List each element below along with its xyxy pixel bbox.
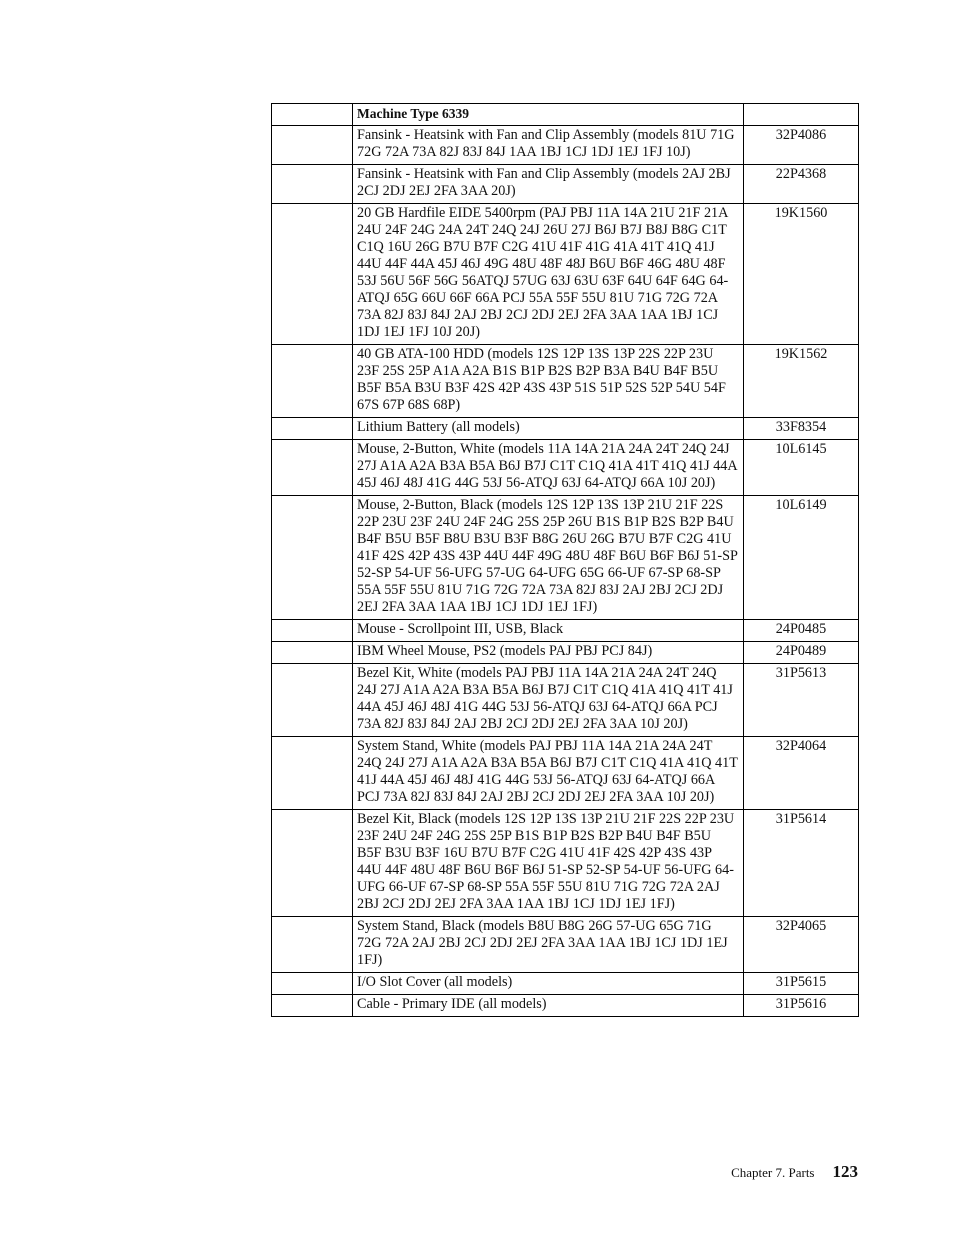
part-description: IBM Wheel Mouse, PS2 (models PAJ PBJ PCJ 84J) — [353, 642, 744, 664]
header-index-cell — [272, 104, 353, 126]
part-number: 24P0489 — [744, 642, 859, 664]
table-row — [272, 440, 859, 496]
part-description: 40 GB ATA-100 HDD (models 12S 12P 13S 13P 22S 22P 23U 23F 25S 25P A1A A2A B1S B1P B2S B2P B3A B4U B4F B5U B5F B5A B3U B3F 42S 42P 43S 43P 51S 51P 52S 52P 54U 54F 67S 67P 68S 68P) — [353, 345, 744, 418]
page-number: 123 — [832, 1162, 858, 1181]
table-row — [272, 418, 859, 440]
part-description: I/O Slot Cover (all models) — [353, 973, 744, 995]
part-number: 31P5614 — [744, 810, 859, 917]
row-index-cell — [272, 440, 353, 496]
part-description: Fansink - Heatsink with Fan and Clip Assembly (models 2AJ 2BJ 2CJ 2DJ 2EJ 2FA 3AA 20J) — [353, 165, 744, 204]
part-number: 32P4065 — [744, 917, 859, 973]
part-number: 22P4368 — [744, 165, 859, 204]
row-index-cell — [272, 995, 353, 1017]
part-description: Fansink - Heatsink with Fan and Clip Assembly (models 81U 71G 72G 72A 73A 82J 83J 84J 1AA 1BJ 1CJ 1DJ 1EJ 1FJ 10J) — [353, 126, 744, 165]
row-index-cell — [272, 496, 353, 620]
parts-table — [271, 103, 859, 1017]
row-index-cell — [272, 642, 353, 664]
part-description: System Stand, White (models PAJ PBJ 11A 14A 21A 24A 24T 24Q 24J 27J A1A A2A B3A B5A B6J B7J C1T C1Q 41A 41Q 41T 41J 44A 45J 46J 48J 41G 44G 53J 56-ATQJ 63J 64-ATQJ 66A PCJ 73A 82J 83J 84J 2AJ 2BJ 2CJ 2DJ 2EJ 2FA 3AA 10J 20J) — [353, 737, 744, 810]
row-index-cell — [272, 737, 353, 810]
table-row — [272, 345, 859, 418]
part-description: Bezel Kit, White (models PAJ PBJ 11A 14A 21A 24A 24T 24Q 24J 27J A1A A2A B3A B5A B6J B7J C1T C1Q 41A 41Q 41T 41J 44A 45J 46J 48J 41G 44G 53J 56-ATQJ 63J 64-ATQJ 66A PCJ 73A 82J 83J 84J 2AJ 2BJ 2CJ 2DJ 2EJ 2FA 3AA 10J 20J) — [353, 664, 744, 737]
part-number: 33F8354 — [744, 418, 859, 440]
part-number: 32P4064 — [744, 737, 859, 810]
part-number: 31P5615 — [744, 973, 859, 995]
table-row — [272, 917, 859, 973]
part-description: Mouse, 2-Button, White (models 11A 14A 21A 24A 24T 24Q 24J 27J A1A A2A B3A B5A B6J B7J C1T C1Q 41A 41T 41Q 41J 44A 45J 46J 48J 41G 44G 53J 56-ATQJ 63J 64-ATQJ 66A 10J 20J) — [353, 440, 744, 496]
table-row — [272, 642, 859, 664]
part-description: Lithium Battery (all models) — [353, 418, 744, 440]
table-row — [272, 620, 859, 642]
part-description: 20 GB Hardfile EIDE 5400rpm (PAJ PBJ 11A 14A 21U 21F 21A 24U 24F 24G 24A 24T 24Q 24J 26U 27J B6J B7J B8J B8G C1T C1Q 16U 26G B7U B7F C2G 41U 41F 41G 41A 41T 41Q 41J 44U 44F 44A 45J 46J 49G 48U 48F 48J B6U B6F 46G 48U 48F 53J 56U 56F 56G 56ATQJ 57UG 63J 63U 63F 64U 64F 64G 64-ATQJ 65G 66U 66F 66A PCJ 55A 55F 55U 81U 71G 72G 72A 73A 82J 83J 84J 2AJ 2BJ 2CJ 2DJ 2EJ 2FA 3AA 1AA 1BJ 1CJ 1DJ 1EJ 1FJ 10J 20J) — [353, 204, 744, 345]
table-row — [272, 204, 859, 345]
part-description: System Stand, Black (models B8U B8G 26G 57-UG 65G 71G 72G 72A 2AJ 2BJ 2CJ 2DJ 2EJ 2FA 3AA 1AA 1BJ 1CJ 1DJ 1EJ 1FJ) — [353, 917, 744, 973]
page-footer — [731, 1162, 858, 1182]
table-row — [272, 664, 859, 737]
table-header-row — [272, 104, 859, 126]
parts-table-body — [272, 104, 859, 1017]
part-number: 19K1562 — [744, 345, 859, 418]
row-index-cell — [272, 126, 353, 165]
part-number: 10L6145 — [744, 440, 859, 496]
part-description: Mouse - Scrollpoint III, USB, Black — [353, 620, 744, 642]
row-index-cell — [272, 973, 353, 995]
part-description: Cable - Primary IDE (all models) — [353, 995, 744, 1017]
header-machine-type: Machine Type 6339 — [353, 104, 744, 126]
row-index-cell — [272, 917, 353, 973]
part-number: 19K1560 — [744, 204, 859, 345]
part-number: 32P4086 — [744, 126, 859, 165]
part-number: 24P0485 — [744, 620, 859, 642]
table-row — [272, 737, 859, 810]
table-row — [272, 973, 859, 995]
part-description: Bezel Kit, Black (models 12S 12P 13S 13P 21U 21F 22S 22P 23U 23F 24U 24F 24G 25S 25P B1S B1P B2S B2P B4U B4F B5U B5F B3U B3F 16U B7U B7F C2G 41U 41F 42S 42P 43S 43P 44U 44F 48U 48F B6U B6F B6J 51-SP 52-SP 54-UF 56-UFG 64-UFG 66-UF 67-SP 68-SP 55A 55F 55U 81U 71G 72G 72A 2AJ 2BJ 2CJ 2DJ 2EJ 2FA 3AA 1AA 1BJ 1CJ 1DJ 1EJ 1FJ) — [353, 810, 744, 917]
part-number: 31P5616 — [744, 995, 859, 1017]
row-index-cell — [272, 165, 353, 204]
row-index-cell — [272, 418, 353, 440]
row-index-cell — [272, 810, 353, 917]
chapter-label: Chapter 7. Parts — [731, 1165, 815, 1180]
row-index-cell — [272, 204, 353, 345]
part-number: 31P5613 — [744, 664, 859, 737]
table-row — [272, 496, 859, 620]
row-index-cell — [272, 345, 353, 418]
part-description: Mouse, 2-Button, Black (models 12S 12P 13S 13P 21U 21F 22S 22P 23U 23F 24U 24F 24G 25S 25P 26U B1S B1P B2S B2P B4U B4F B5U B5F B8U B3U B3F B8G 26U 26G B7U B7F C2G 41U 41F 42S 42P 43S 43P 44U 44F 49G 48U 48F B6U B6F B6J 51-SP 52-SP 54-UF 56-UFG 57-UG 64-UFG 65G 66-UF 67-SP 68-SP 55A 55F 55U 81U 71G 72G 72A 73A 82J 83J 2AJ 2BJ 2CJ 2DJ 2EJ 2FA 3AA 1AA 1BJ 1CJ 1DJ 1EJ 1FJ) — [353, 496, 744, 620]
table-row — [272, 810, 859, 917]
table-row — [272, 165, 859, 204]
part-number: 10L6149 — [744, 496, 859, 620]
table-row — [272, 995, 859, 1017]
table-row — [272, 126, 859, 165]
header-part-number-cell — [744, 104, 859, 126]
row-index-cell — [272, 664, 353, 737]
row-index-cell — [272, 620, 353, 642]
